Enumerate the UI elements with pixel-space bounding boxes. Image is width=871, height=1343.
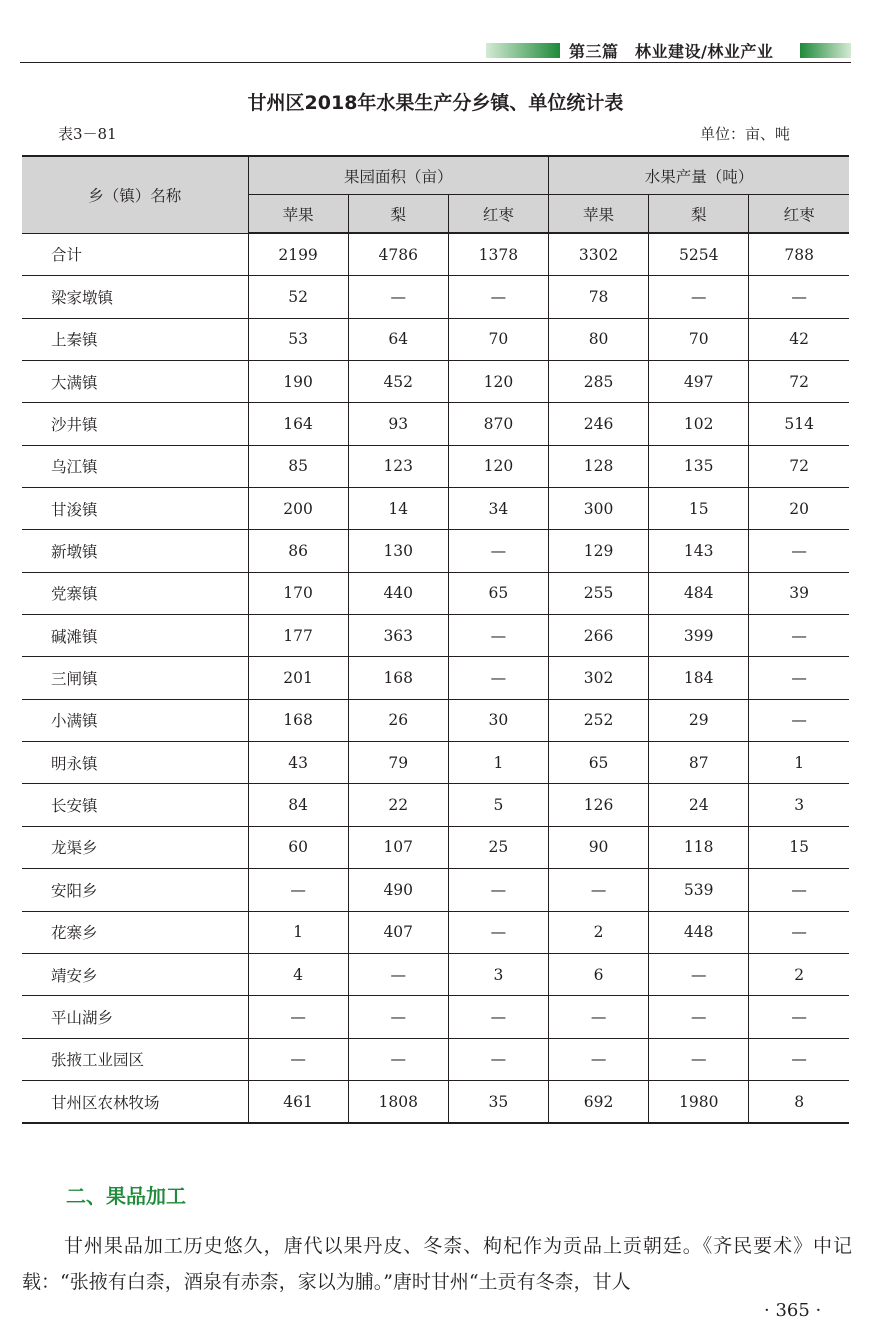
town-name-cell: 甘浚镇 [22, 488, 248, 530]
value-cell: — [348, 996, 448, 1038]
header-gradient-bar-left [486, 43, 560, 58]
value-cell: 300 [548, 488, 648, 530]
table-row [22, 996, 849, 1038]
value-cell: 80 [548, 318, 648, 360]
value-cell: 252 [548, 699, 648, 741]
value-cell: 170 [248, 572, 348, 614]
value-cell: 25 [448, 826, 548, 868]
value-cell: 84 [248, 784, 348, 826]
value-cell: — [448, 530, 548, 572]
town-name-cell: 上秦镇 [22, 318, 248, 360]
value-cell: — [348, 276, 448, 318]
value-cell: 1378 [448, 233, 548, 276]
town-name-cell: 小满镇 [22, 699, 248, 741]
value-cell: 79 [348, 742, 448, 784]
table-row [22, 1080, 849, 1123]
value-cell: 3 [749, 784, 849, 826]
value-cell: 5254 [649, 233, 749, 276]
header-area-pear: 梨 [348, 195, 448, 234]
value-cell: 120 [448, 361, 548, 403]
town-name-cell: 花寨乡 [22, 911, 248, 953]
table-row [22, 657, 849, 699]
value-cell: — [548, 996, 648, 1038]
value-cell: — [749, 699, 849, 741]
value-cell: 52 [248, 276, 348, 318]
value-cell: 70 [448, 318, 548, 360]
value-cell: 1980 [649, 1080, 749, 1123]
value-cell: — [348, 953, 448, 995]
table-header-row-group [22, 156, 849, 195]
value-cell: 135 [649, 445, 749, 487]
town-name-cell: 张掖工业园区 [22, 1038, 248, 1080]
value-cell: 870 [448, 403, 548, 445]
header-rule [20, 62, 851, 63]
town-name-cell: 大满镇 [22, 361, 248, 403]
value-cell: — [448, 996, 548, 1038]
value-cell: — [448, 869, 548, 911]
value-cell: 2 [548, 911, 648, 953]
fruit-statistics-table [22, 155, 849, 1124]
value-cell: 93 [348, 403, 448, 445]
value-cell: 128 [548, 445, 648, 487]
value-cell: 190 [248, 361, 348, 403]
value-cell: 497 [649, 361, 749, 403]
value-cell: — [749, 869, 849, 911]
value-cell: 692 [548, 1080, 648, 1123]
value-cell: 184 [649, 657, 749, 699]
value-cell: 24 [649, 784, 749, 826]
value-cell: — [649, 1038, 749, 1080]
value-cell: 363 [348, 615, 448, 657]
value-cell: 53 [248, 318, 348, 360]
value-cell: 1 [448, 742, 548, 784]
table-row [22, 1038, 849, 1080]
value-cell: 407 [348, 911, 448, 953]
value-cell: 452 [348, 361, 448, 403]
table-row [22, 615, 849, 657]
value-cell: — [548, 869, 648, 911]
value-cell: 5 [448, 784, 548, 826]
value-cell: 302 [548, 657, 648, 699]
value-cell: 90 [548, 826, 648, 868]
value-cell: 60 [248, 826, 348, 868]
value-cell: 87 [649, 742, 749, 784]
value-cell: 484 [649, 572, 749, 614]
value-cell: 78 [548, 276, 648, 318]
value-cell: 143 [649, 530, 749, 572]
value-cell: 126 [548, 784, 648, 826]
value-cell: — [649, 953, 749, 995]
value-cell: 8 [749, 1080, 849, 1123]
value-cell: 285 [548, 361, 648, 403]
table-row [22, 826, 849, 868]
value-cell: 42 [749, 318, 849, 360]
value-cell: 85 [248, 445, 348, 487]
value-cell: 266 [548, 615, 648, 657]
table-row [22, 445, 849, 487]
value-cell: — [248, 1038, 348, 1080]
value-cell: — [749, 276, 849, 318]
value-cell: 1808 [348, 1080, 448, 1123]
table-row [22, 742, 849, 784]
body-paragraph: 甘州果品加工历史悠久，唐代以果丹皮、冬柰、枸杞作为贡品上贡朝廷。《齐民要术》中记载：“张掖有白柰，酒泉有赤柰，家以为脯。”唐时甘州“土贡有冬柰，甘人 [22, 1235, 852, 1293]
table-row [22, 361, 849, 403]
value-cell: 72 [749, 445, 849, 487]
header-output-jujube: 红枣 [749, 195, 849, 234]
value-cell: — [248, 996, 348, 1038]
value-cell: 22 [348, 784, 448, 826]
value-cell: 539 [649, 869, 749, 911]
town-name-cell: 新墩镇 [22, 530, 248, 572]
value-cell: — [448, 657, 548, 699]
town-name-cell: 梁家墩镇 [22, 276, 248, 318]
table-row [22, 530, 849, 572]
unit-label: 单位：亩、吨 [700, 125, 791, 143]
value-cell: 3 [448, 953, 548, 995]
header-gradient-bar-right [800, 43, 851, 58]
value-cell: 29 [649, 699, 749, 741]
value-cell: 6 [548, 953, 648, 995]
value-cell: 26 [348, 699, 448, 741]
table-row [22, 699, 849, 741]
value-cell: 86 [248, 530, 348, 572]
value-cell: 164 [248, 403, 348, 445]
value-cell: 788 [749, 233, 849, 276]
value-cell: — [749, 996, 849, 1038]
value-cell: 107 [348, 826, 448, 868]
value-cell: 15 [649, 488, 749, 530]
table-row [22, 953, 849, 995]
value-cell: 118 [649, 826, 749, 868]
table-row [22, 318, 849, 360]
table-row [22, 276, 849, 318]
table-row [22, 488, 849, 530]
header-output-apple: 苹果 [548, 195, 648, 234]
value-cell: 70 [649, 318, 749, 360]
header-orchard-area: 果园面积（亩） [248, 156, 548, 195]
value-cell: 2199 [248, 233, 348, 276]
value-cell: — [348, 1038, 448, 1080]
value-cell: — [649, 276, 749, 318]
section-heading: 二、果品加工 [66, 1184, 186, 1208]
value-cell: 20 [749, 488, 849, 530]
value-cell: — [749, 911, 849, 953]
value-cell: 3302 [548, 233, 648, 276]
value-cell: 1 [248, 911, 348, 953]
value-cell: 399 [649, 615, 749, 657]
table-row [22, 911, 849, 953]
town-name-cell: 明永镇 [22, 742, 248, 784]
town-name-cell: 长安镇 [22, 784, 248, 826]
header-fruit-output: 水果产量（吨） [548, 156, 849, 195]
header-output-pear: 梨 [649, 195, 749, 234]
table-body [22, 233, 849, 1123]
value-cell: 200 [248, 488, 348, 530]
value-cell: — [749, 530, 849, 572]
town-name-cell: 甘州区农林牧场 [22, 1080, 248, 1123]
value-cell: 177 [248, 615, 348, 657]
value-cell: 201 [248, 657, 348, 699]
value-cell: — [448, 276, 548, 318]
value-cell: 72 [749, 361, 849, 403]
value-cell: 514 [749, 403, 849, 445]
town-name-cell: 合计 [22, 233, 248, 276]
value-cell: 129 [548, 530, 648, 572]
value-cell: 39 [749, 572, 849, 614]
value-cell: 65 [548, 742, 648, 784]
table-number: 表3－81 [58, 125, 117, 143]
value-cell: 34 [448, 488, 548, 530]
value-cell: 2 [749, 953, 849, 995]
value-cell: 30 [448, 699, 548, 741]
value-cell: 43 [248, 742, 348, 784]
value-cell: 1 [749, 742, 849, 784]
value-cell: — [248, 869, 348, 911]
value-cell: — [448, 1038, 548, 1080]
value-cell: 120 [448, 445, 548, 487]
town-name-cell: 龙渠乡 [22, 826, 248, 868]
table-row [22, 233, 849, 276]
value-cell: 4786 [348, 233, 448, 276]
value-cell: 102 [649, 403, 749, 445]
header-town-name: 乡（镇）名称 [22, 156, 248, 233]
value-cell: 461 [248, 1080, 348, 1123]
town-name-cell: 沙井镇 [22, 403, 248, 445]
value-cell: — [448, 911, 548, 953]
table-title: 甘州区2018年水果生产分乡镇、单位统计表 [247, 92, 624, 114]
value-cell: — [649, 996, 749, 1038]
town-name-cell: 党寨镇 [22, 572, 248, 614]
table-row [22, 572, 849, 614]
table-row [22, 784, 849, 826]
value-cell: 65 [448, 572, 548, 614]
value-cell: 130 [348, 530, 448, 572]
header-section-title: 第三篇 林业建设/林业产业 [569, 42, 774, 61]
town-name-cell: 平山湖乡 [22, 996, 248, 1038]
value-cell: 35 [448, 1080, 548, 1123]
value-cell: — [749, 1038, 849, 1080]
value-cell: 490 [348, 869, 448, 911]
value-cell: 168 [348, 657, 448, 699]
value-cell: 440 [348, 572, 448, 614]
value-cell: 246 [548, 403, 648, 445]
town-name-cell: 靖安乡 [22, 953, 248, 995]
town-name-cell: 碱滩镇 [22, 615, 248, 657]
value-cell: 4 [248, 953, 348, 995]
value-cell: 14 [348, 488, 448, 530]
value-cell: 255 [548, 572, 648, 614]
table-row [22, 403, 849, 445]
value-cell: 448 [649, 911, 749, 953]
value-cell: — [548, 1038, 648, 1080]
table-row [22, 869, 849, 911]
running-header [20, 38, 851, 64]
town-name-cell: 安阳乡 [22, 869, 248, 911]
town-name-cell: 三闸镇 [22, 657, 248, 699]
page-number: · 365 · [764, 1300, 822, 1321]
value-cell: 64 [348, 318, 448, 360]
town-name-cell: 乌江镇 [22, 445, 248, 487]
value-cell: — [749, 615, 849, 657]
header-area-jujube: 红枣 [448, 195, 548, 234]
value-cell: 168 [248, 699, 348, 741]
value-cell: 15 [749, 826, 849, 868]
value-cell: — [448, 615, 548, 657]
value-cell: 123 [348, 445, 448, 487]
value-cell: — [749, 657, 849, 699]
header-area-apple: 苹果 [248, 195, 348, 234]
